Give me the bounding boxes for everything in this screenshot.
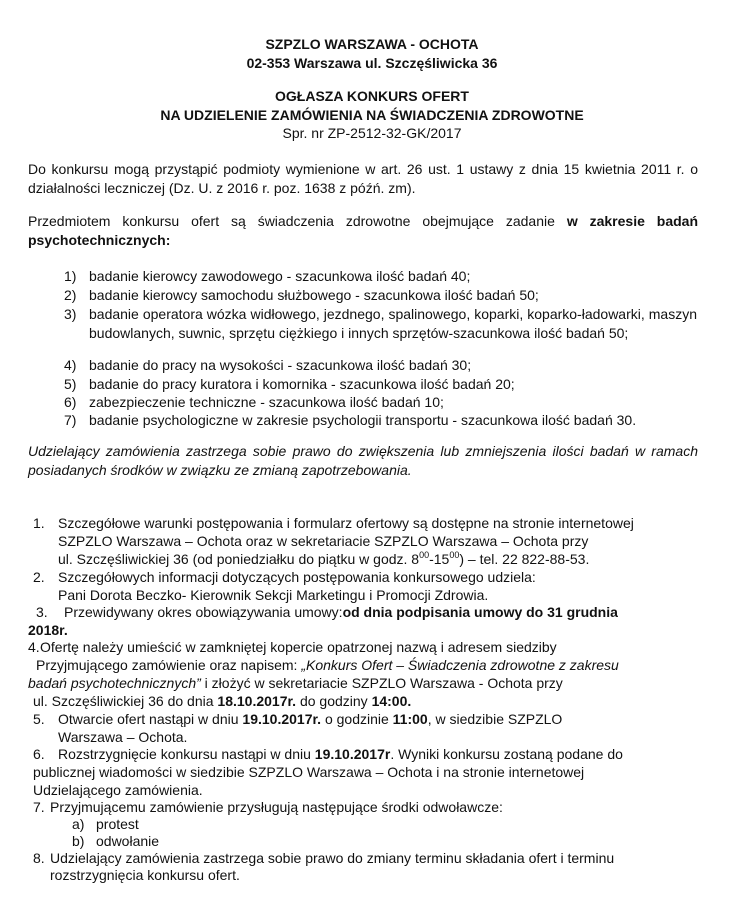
subject-text: Przedmiotem konkursu ofert są świadczenia zdrowotne obejmujące zadanie — [28, 213, 567, 229]
sub-item-letter: a) — [72, 816, 85, 832]
scope-item-num: 7) — [64, 412, 77, 428]
term-text: SZPZLO Warszawa – Ochota oraz w sekretariacie SZPZLO Warszawa – Ochota przy — [58, 533, 589, 549]
term-text — [58, 745, 698, 764]
scope-item-text: badanie psychologiczne w zakresie psychologii transportu - szacunkowa ilość badań 30. — [89, 412, 637, 428]
scope-item-text: badanie do pracy kuratora i komornika - szacunkowa ilość badań 20; — [89, 376, 515, 392]
case-reference: Spr. nr ZP-2512-32-GK/2017 — [282, 125, 462, 141]
subject-paragraph — [28, 212, 698, 250]
term-number: 5. — [33, 711, 45, 727]
term-text: Warszawa – Ochota. — [58, 729, 188, 745]
term-text: Szczegółowych informacji dotyczących postępowania konkursowego udziela: — [58, 569, 536, 585]
term-text — [33, 692, 698, 711]
superscript: 00 — [449, 550, 460, 560]
appeal-measure: odwołanie — [96, 833, 160, 849]
scope-item-text: zabezpieczenie techniczne - szacunkowa ilość badań 10; — [89, 394, 444, 410]
term-text — [64, 603, 698, 622]
reservation-paragraph: Udzielający zamówienia zastrzega sobie prawo do zwiększenia lub zmniejszenia ilości badań w ramach posiadanych środków w związku ze zmianą zapotrzebowania. — [28, 443, 698, 478]
sub-item-letter: b) — [72, 833, 85, 849]
term-number: 4. — [28, 639, 40, 655]
scope-item-text: badanie kierowcy zawodowego - szacunkowa ilość badań 40; — [89, 268, 471, 284]
term-text-part: -15 — [429, 551, 450, 567]
term-text-part: i złożyć w sekretariacie SZPZLO Warszawa - Ochota przy — [200, 675, 563, 691]
contract-period: od dnia podpisania umowy do 31 grudnia — [342, 604, 618, 620]
term-text-part: Przewidywany okres obowiązywania umowy: — [64, 604, 343, 620]
term-text-part: ul. Szczęśliwickiej 36 do dnia — [33, 693, 218, 709]
term-text: Szczegółowe warunki postępowania i formularz ofertowy są dostępne na stronie internetowej — [58, 515, 634, 531]
term-number: 7. — [33, 799, 45, 815]
term-text-part: ul. Szczęśliwickiej 36 (od poniedziałku do piątku w godz. 8 — [58, 551, 420, 567]
superscript: 00 — [419, 550, 430, 560]
term-text — [58, 710, 698, 729]
announcement-subject: NA UDZIELENIE ZAMÓWIENIA NA ŚWIADCZENIA ZDROWOTNE — [160, 107, 584, 123]
scope-item-num: 6) — [64, 394, 77, 410]
opening-date: 19.10.2017r. — [242, 711, 322, 727]
organization-address: 02-353 Warszawa ul. Szczęśliwicka 36 — [246, 55, 498, 71]
term-number: 8. — [33, 850, 45, 866]
contact-person: Pani Dorota Beczko- Kierownik Sekcji Marketingu i Promocji Zdrowia. — [58, 587, 489, 603]
eligibility-paragraph: Do konkursu mogą przystąpić podmioty wymienione w art. 26 ust. 1 ustawy z dnia 15 kwietnia 2011 r. o działalności leczniczej (Dz. U. z 2016 r. poz. 1638 z późń. zm). — [28, 161, 698, 196]
announcement-title: OGŁASZA KONKURS OFERT — [275, 88, 469, 104]
term-text: Ofertę należy umieścić w zamkniętej kopercie opatrzonej nazwą i adresem siedziby — [40, 639, 557, 655]
term-text: rozstrzygnięcia konkursu ofert. — [50, 867, 240, 883]
organization-name: SZPZLO WARSZAWA - OCHOTA — [265, 36, 479, 52]
term-text: publicznej wiadomości w siedzibie SZPZLO Warszawa – Ochota i na stronie internetowej — [33, 764, 585, 780]
scope-item-num: 2) — [64, 287, 77, 303]
scope-item-num: 5) — [64, 376, 77, 392]
scope-item-text: badanie kierowcy samochodu służbowego - szacunkowa ilość badań 50; — [89, 287, 539, 303]
term-text-part: o godzinie — [321, 711, 393, 727]
scope-item-text: badanie do pracy na wysokości - szacunkowa ilość badań 30; — [89, 357, 472, 373]
term-text: Udzielający zamówienia zastrzega sobie prawo do zmiany terminu składania ofert i terminu — [50, 850, 615, 866]
contract-period-end: 2018r. — [28, 622, 68, 638]
term-text — [28, 674, 698, 693]
term-text-part: Przyjmującego zamówienie oraz napisem: — [36, 657, 302, 673]
term-number: 6. — [33, 746, 45, 762]
scope-item-text: badanie operatora wózka widłowego, jezdnego, spalinowego, koparki, koparko-ładowarki, maszyn budowlanych, suwnic, sprzętu ciężkiego i innych sprzętów-szacunkowa ilość badań 50; — [89, 306, 697, 341]
deadline-time: 14:00. — [371, 693, 412, 709]
term-text: Przyjmującemu zamówienie przysługują następujące środki odwoławcze: — [50, 799, 503, 815]
term-text-part: ) – tel. 22 822-88-53. — [459, 551, 590, 567]
term-text-part: Rozstrzygnięcie konkursu nastąpi w dniu — [58, 746, 315, 762]
term-number: 2. — [33, 569, 45, 585]
term-text — [36, 656, 698, 675]
scope-item-num: 3) — [64, 306, 77, 322]
term-number: 3. — [36, 604, 48, 620]
term-number: 1. — [33, 515, 45, 531]
opening-time: 11:00 — [392, 711, 428, 727]
term-text-part: , w siedzibie SZPZLO — [427, 711, 563, 727]
term-text-part: Otwarcie ofert nastąpi w dniu — [58, 711, 243, 727]
scope-item-num: 4) — [64, 357, 77, 373]
envelope-label: „Konkurs Ofert – Świadczenia zdrowotne z zakresu — [301, 657, 619, 673]
envelope-label: badań psychotechnicznych” — [28, 675, 201, 691]
deadline-date: 18.10.2017r. — [217, 693, 297, 709]
subject-bold: w zakresie badań psychotechnicznych: — [28, 213, 699, 248]
term-text: Udzielającego zamówienia. — [33, 782, 203, 798]
term-text — [58, 550, 698, 569]
appeal-measure: protest — [96, 816, 139, 832]
term-text-part: . Wyniki konkursu zostaną podane do — [390, 746, 623, 762]
resolution-date: 19.10.2017r — [314, 746, 391, 762]
term-text-part: do godziny — [296, 693, 372, 709]
scope-item-num: 1) — [64, 268, 77, 284]
